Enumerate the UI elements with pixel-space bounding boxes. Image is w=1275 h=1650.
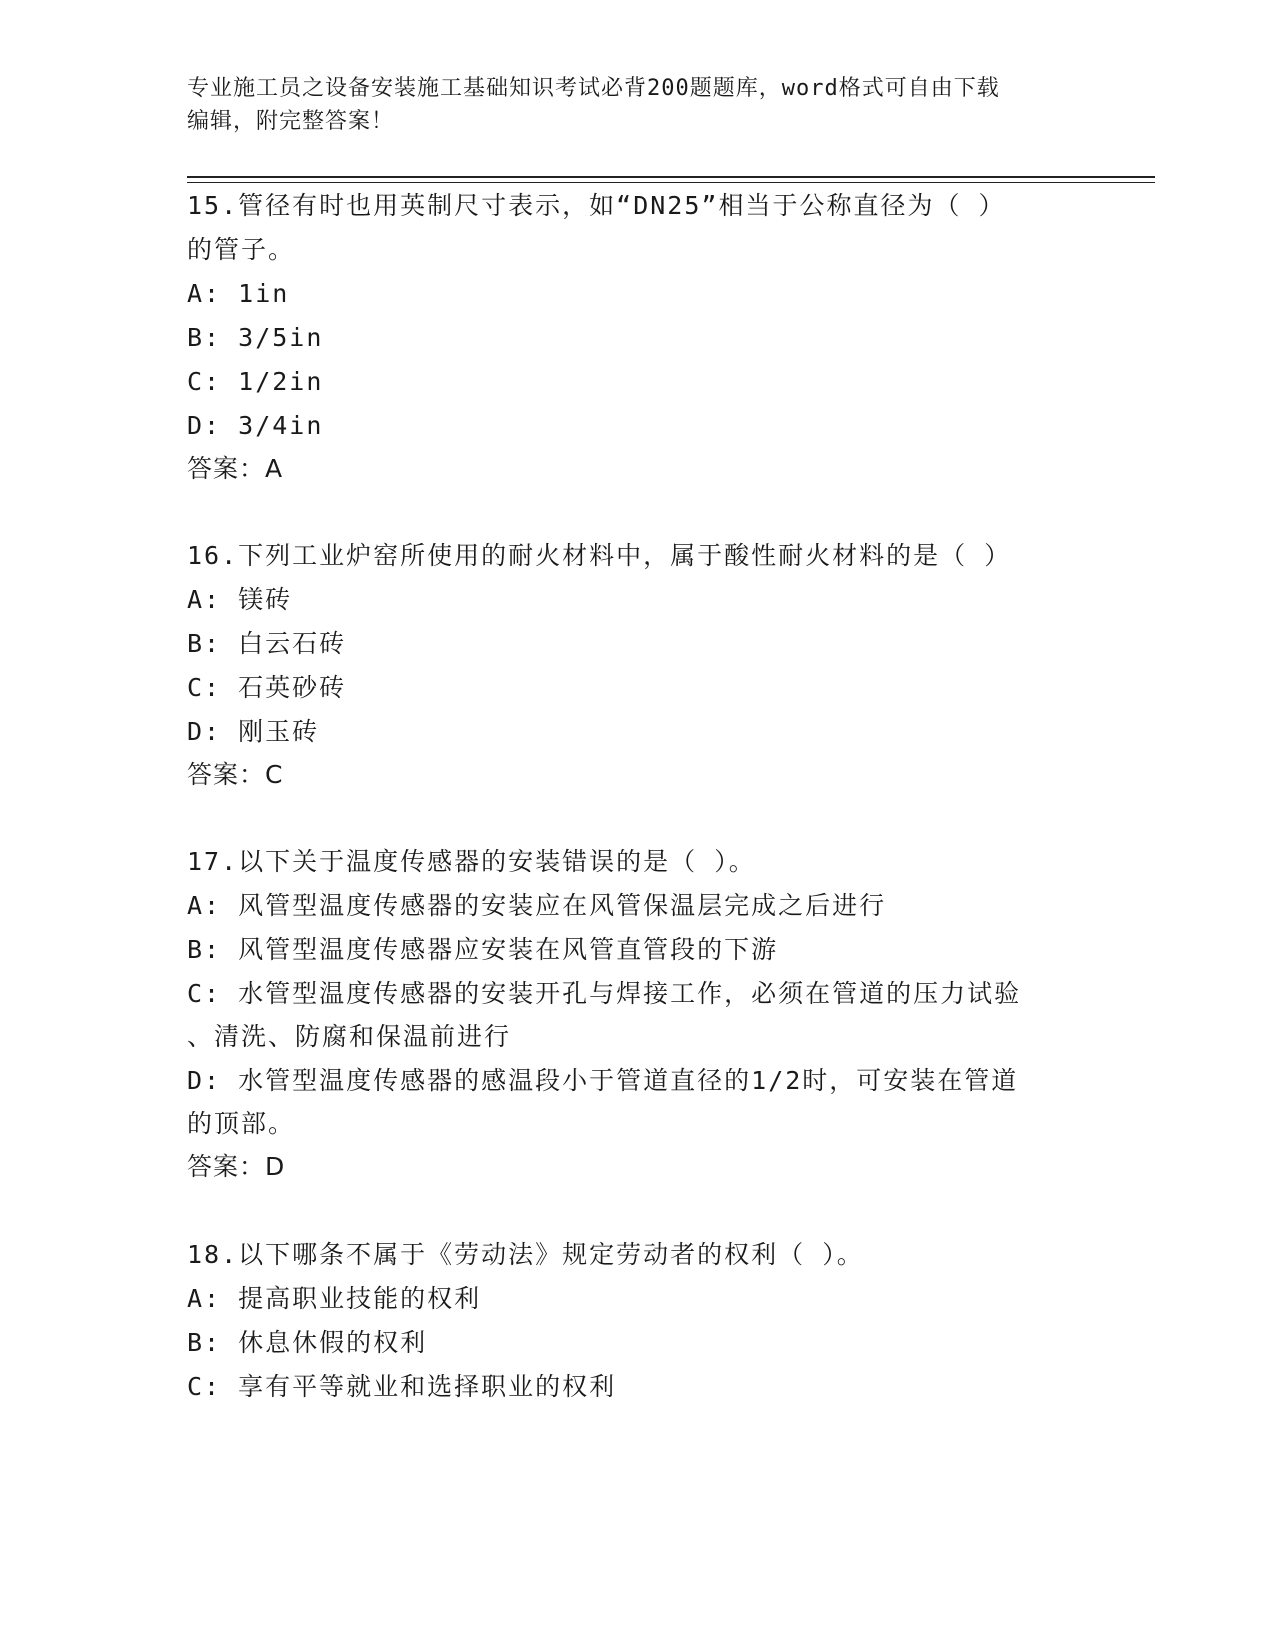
question-15-stem-line-1: 15.管径有时也用英制尺寸表示，如“DN25”相当于公称直径为（ ） — [187, 191, 1006, 220]
question-15-option-c: C: 1/2in — [187, 367, 324, 396]
header-title-line-1: 专业施工员之设备安装施工基础知识考试必背200题题库，word格式可自由下载 — [187, 76, 1000, 101]
question-17-option-c-line-1: C: 水管型温度传感器的安装开孔与焊接工作，必须在管道的压力试验 — [187, 979, 1022, 1008]
question-15-option-a: A: 1in — [187, 279, 290, 308]
question-16-stem-line-1: 16.下列工业炉窑所使用的耐火材料中，属于酸性耐火材料的是（ ） — [187, 541, 1012, 570]
question-17-option-d-line-1: D: 水管型温度传感器的感温段小于管道直径的1/2时，可安装在管道 — [187, 1066, 1019, 1095]
question-17-option-c-line-2: 、清洗、防腐和保温前进行 — [187, 1022, 512, 1051]
question-17-stem-line-1: 17.以下关于温度传感器的安装错误的是（ ）。 — [187, 847, 756, 876]
question-17-answer: 答案：D — [187, 1152, 286, 1181]
document-header — [187, 72, 1067, 138]
question-16-option-d: D: 刚玉砖 — [187, 717, 320, 746]
question-18-option-b: B: 休息休假的权利 — [187, 1328, 428, 1357]
header-divider-thin — [187, 182, 1155, 183]
header-title-line-2: 编辑，附完整答案！ — [187, 109, 395, 134]
question-16-answer: 答案：C — [187, 760, 284, 789]
question-16-option-c: C: 石英砂砖 — [187, 673, 347, 702]
question-17-option-b: B: 风管型温度传感器应安装在风管直管段的下游 — [187, 935, 779, 964]
question-17-option-d-line-2: 的顶部。 — [187, 1109, 296, 1138]
question-16-option-b: B: 白云石砖 — [187, 629, 347, 658]
question-15-option-b: B: 3/5in — [187, 323, 324, 352]
question-18-option-a: A: 提高职业技能的权利 — [187, 1284, 482, 1313]
question-15-answer: 答案：A — [187, 454, 284, 483]
question-15-stem-line-2: 的管子。 — [187, 235, 296, 264]
question-15-option-d: D: 3/4in — [187, 411, 324, 440]
header-divider-thick — [187, 176, 1155, 178]
question-18-stem-line-1: 18.以下哪条不属于《劳动法》规定劳动者的权利（ ）。 — [187, 1240, 864, 1269]
question-16-option-a: A: 镁砖 — [187, 585, 293, 614]
question-17-option-a: A: 风管型温度传感器的安装应在风管保温层完成之后进行 — [187, 891, 887, 920]
question-18-option-c: C: 享有平等就业和选择职业的权利 — [187, 1372, 617, 1401]
